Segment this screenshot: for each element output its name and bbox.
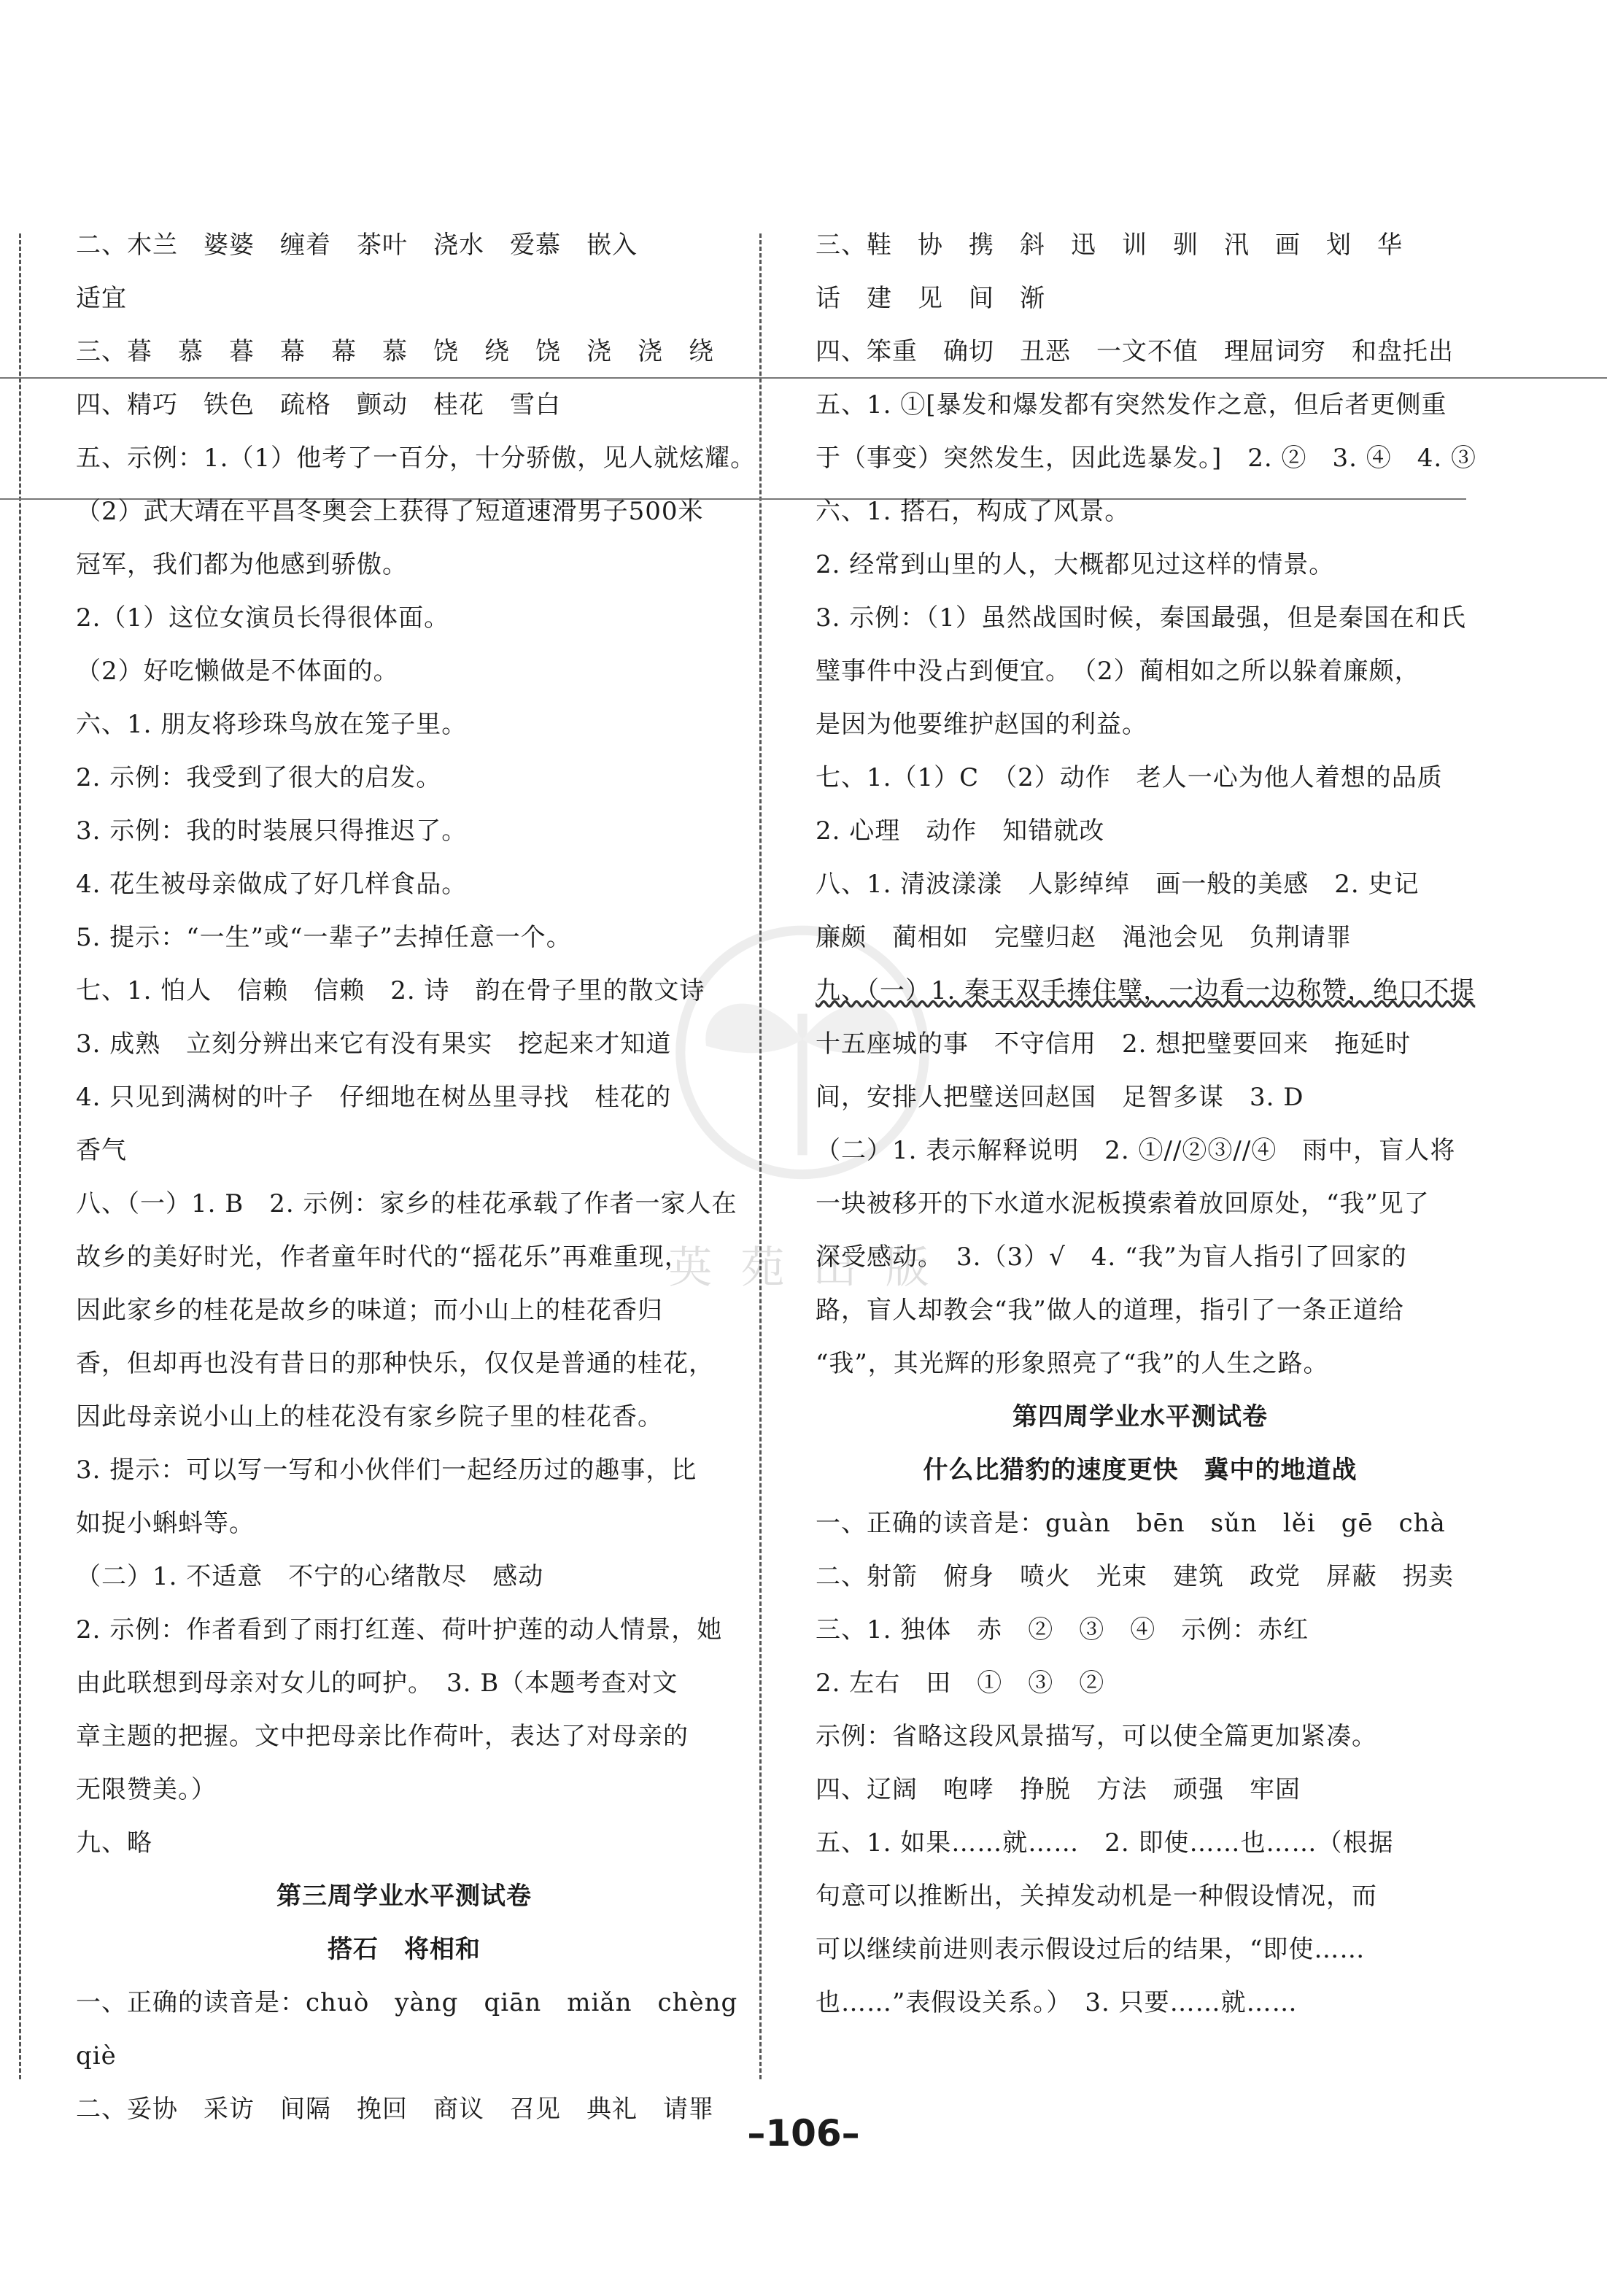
answer-line: 无限赞美。）	[76, 1775, 217, 1804]
answer-line: 2.（1）这位女演员长得很体面。	[76, 603, 450, 633]
answer-line: 如捉小蝌蚪等。	[76, 1509, 255, 1538]
answer-line: 五、1. 如果……就…… 2. 即使……也……（根据	[816, 1828, 1394, 1858]
answer-line: 六、1. 搭石，构成了风景。	[816, 497, 1131, 526]
answer-line: （2）好吃懒做是不体面的。	[76, 657, 399, 686]
answer-line: 七、1.（1）C （2）动作 老人一心为他人着想的品质	[816, 763, 1443, 792]
answer-line: 一、正确的读音是：guàn bēn sǔn lěi gē chà	[816, 1509, 1446, 1538]
section-subheading: 搭石 将相和	[328, 1935, 481, 1964]
page-number: –106–	[747, 2112, 860, 2154]
answer-line: 可以继续前进则表示假设过后的结果，“即使……	[816, 1935, 1366, 1964]
answer-line: 三、1. 独体 赤 ② ③ ④ 示例：赤红	[816, 1615, 1309, 1644]
answer-line: 廉颇 蔺相如 完璧归赵 渑池会见 负荆请罪	[816, 923, 1352, 952]
left-margin-dashed-line	[19, 233, 21, 2079]
answer-line: 八、（一）1. B 2. 示例：家乡的桂花承载了作者一家人在	[76, 1189, 737, 1218]
answer-line: qiè	[76, 2041, 117, 2071]
answer-line: 二、妥协 采访 间隔 挽回 商议 召见 典礼 请罪	[76, 2095, 714, 2124]
answer-line: 示例：省略这段风景描写，可以使全篇更加紧凑。	[816, 1722, 1377, 1751]
answer-line: 香气	[76, 1136, 127, 1165]
answer-line: 九、（一）1. 秦王双手捧住璧，一边看一边称赞，绝口不提	[816, 976, 1476, 1005]
answer-line: 冠军，我们都为他感到骄傲。	[76, 550, 408, 579]
answer-line: 3. 提示：可以写一写和小伙伴们一起经历过的趣事，比	[76, 1456, 697, 1485]
watermark-text: 英 苑 出 版	[668, 1242, 937, 1294]
answer-line: （二）1. 不适意 不宁的心绪散尽 感动	[76, 1562, 544, 1591]
answer-line: 香，但却再也没有昔日的那种快乐，仅仅是普通的桂花，	[76, 1349, 714, 1378]
answer-line: 八、1. 清波漾漾 人影绰绰 画一般的美感 2. 史记	[816, 870, 1420, 899]
answer-line: 四、精巧 铁色 疏格 颤动 桂花 雪白	[76, 390, 561, 420]
answer-line: 章主题的把握。文中把母亲比作荷叶，表达了对母亲的	[76, 1722, 689, 1751]
answer-line: 三、暮 慕 暮 幕 幕 慕 饶 绕 饶 浇 浇 绕	[76, 337, 714, 366]
answer-line: 句意可以推断出，关掉发动机是一种假设情况，而	[816, 1882, 1377, 1911]
answer-line: 话 建 见 间 渐	[816, 284, 1045, 313]
answer-line: 四、辽阔 咆哮 挣脱 方法 顽强 牢固	[816, 1775, 1301, 1804]
answer-line: 九、略	[76, 1828, 152, 1858]
answer-line: 5. 提示：“一生”或“一辈子”去掉任意一个。	[76, 923, 572, 952]
answer-line: 四、笨重 确切 丑恶 一文不值 理屈词穷 和盘托出	[816, 337, 1454, 366]
answer-line: “我”，其光辉的形象照亮了“我”的人生之路。	[816, 1349, 1329, 1378]
answer-line: 3. 成熟 立刻分辨出来它有没有果实 挖起来才知道	[76, 1029, 672, 1059]
answer-line: 2. 心理 动作 知错就改	[816, 816, 1105, 846]
answer-line: 3. 示例：我的时装展只得推迟了。	[76, 816, 468, 846]
answer-line: 二、木兰 婆婆 缠着 茶叶 浇水 爱慕 嵌入	[76, 231, 638, 260]
answer-line: 2. 经常到山里的人，大概都见过这样的情景。	[816, 550, 1335, 579]
answer-line: 路，盲人却教会“我”做人的道理，指引了一条正道给	[816, 1296, 1404, 1325]
right-answer-column	[816, 219, 1477, 2030]
answer-line: 五、1. ①[暴发和爆发都有突然发作之意，但后者更侧重	[816, 390, 1447, 420]
answer-line: 由此联想到母亲对女儿的呵护。 3. B（本题考查对文	[76, 1669, 678, 1698]
answer-line: 因此家乡的桂花是故乡的味道；而小山上的桂花香归	[76, 1296, 663, 1325]
answer-line: 4. 只见到满树的叶子 仔细地在树丛里寻找 桂花的	[76, 1083, 672, 1112]
answer-line: 深受感动。 3.（3）√ 4. “我”为盲人指引了回家的	[816, 1242, 1407, 1272]
answer-line: （2）武大靖在平昌冬奥会上获得了短道速滑男子500米	[76, 497, 704, 526]
answer-line: 适宜	[76, 284, 127, 313]
answer-line: （二）1. 表示解释说明 2. ①//②③//④ 雨中，盲人将	[816, 1136, 1456, 1165]
answer-line: 2. 左右 田 ① ③ ②	[816, 1669, 1105, 1698]
answer-line: 2. 示例：作者看到了雨打红莲、荷叶护莲的动人情景，她	[76, 1615, 723, 1644]
answer-line: 璧事件中没占到便宜。 （2）蔺相如之所以躲着廉颇，	[816, 657, 1420, 686]
section-heading: 第三周学业水平测试卷	[276, 1882, 532, 1911]
answer-line: 六、1. 朋友将珍珠鸟放在笼子里。	[76, 710, 468, 739]
answer-line: 因此母亲说小山上的桂花没有家乡院子里的桂花香。	[76, 1402, 663, 1431]
answer-line: 也……”表假设关系。） 3. 只要……就……	[816, 1988, 1298, 2017]
answer-line: 故乡的美好时光，作者童年时代的“摇花乐”再难重现，	[76, 1242, 690, 1272]
section-subheading: 什么比猎豹的速度更快 冀中的地道战	[923, 1456, 1358, 1485]
section-heading: 第四周学业水平测试卷	[1012, 1402, 1268, 1431]
answer-line: 一块被移开的下水道水泥板摸索着放回原处，“我”见了	[816, 1189, 1430, 1218]
answer-line: 是因为他要维护赵国的利益。	[816, 710, 1147, 739]
left-answer-column	[76, 219, 756, 2136]
answer-line: 三、鞋 协 携 斜 迅 训 驯 汛 画 划 华	[816, 231, 1403, 260]
answer-line: 二、射箭 俯身 喷火 光束 建筑 政党 屏蔽 拐卖	[816, 1562, 1454, 1591]
answer-line: 一、正确的读音是：chuò yàng qiān miǎn chèng	[76, 1988, 738, 2017]
answer-line: 十五座城的事 不守信用 2. 想把璧要回来 拖延时	[816, 1029, 1412, 1059]
answer-line: 2. 示例：我受到了很大的启发。	[76, 763, 442, 792]
answer-line: 于（事变）突然发生，因此选暴发。] 2. ② 3. ④ 4. ③	[816, 444, 1477, 473]
answer-line: 4. 花生被母亲做成了好几样食品。	[76, 870, 468, 899]
answer-line: 七、1. 怕人 信赖 信赖 2. 诗 韵在骨子里的散文诗	[76, 976, 705, 1005]
answer-line: 3. 示例：（1）虽然战国时候，秦国最强，但是秦国在和氏	[816, 603, 1466, 633]
answer-line: 间，安排人把璧送回赵国 足智多谋 3. D	[816, 1083, 1304, 1112]
answer-line: 五、示例：1.（1）他考了一百分，十分骄傲，见人就炫耀。	[76, 444, 756, 473]
